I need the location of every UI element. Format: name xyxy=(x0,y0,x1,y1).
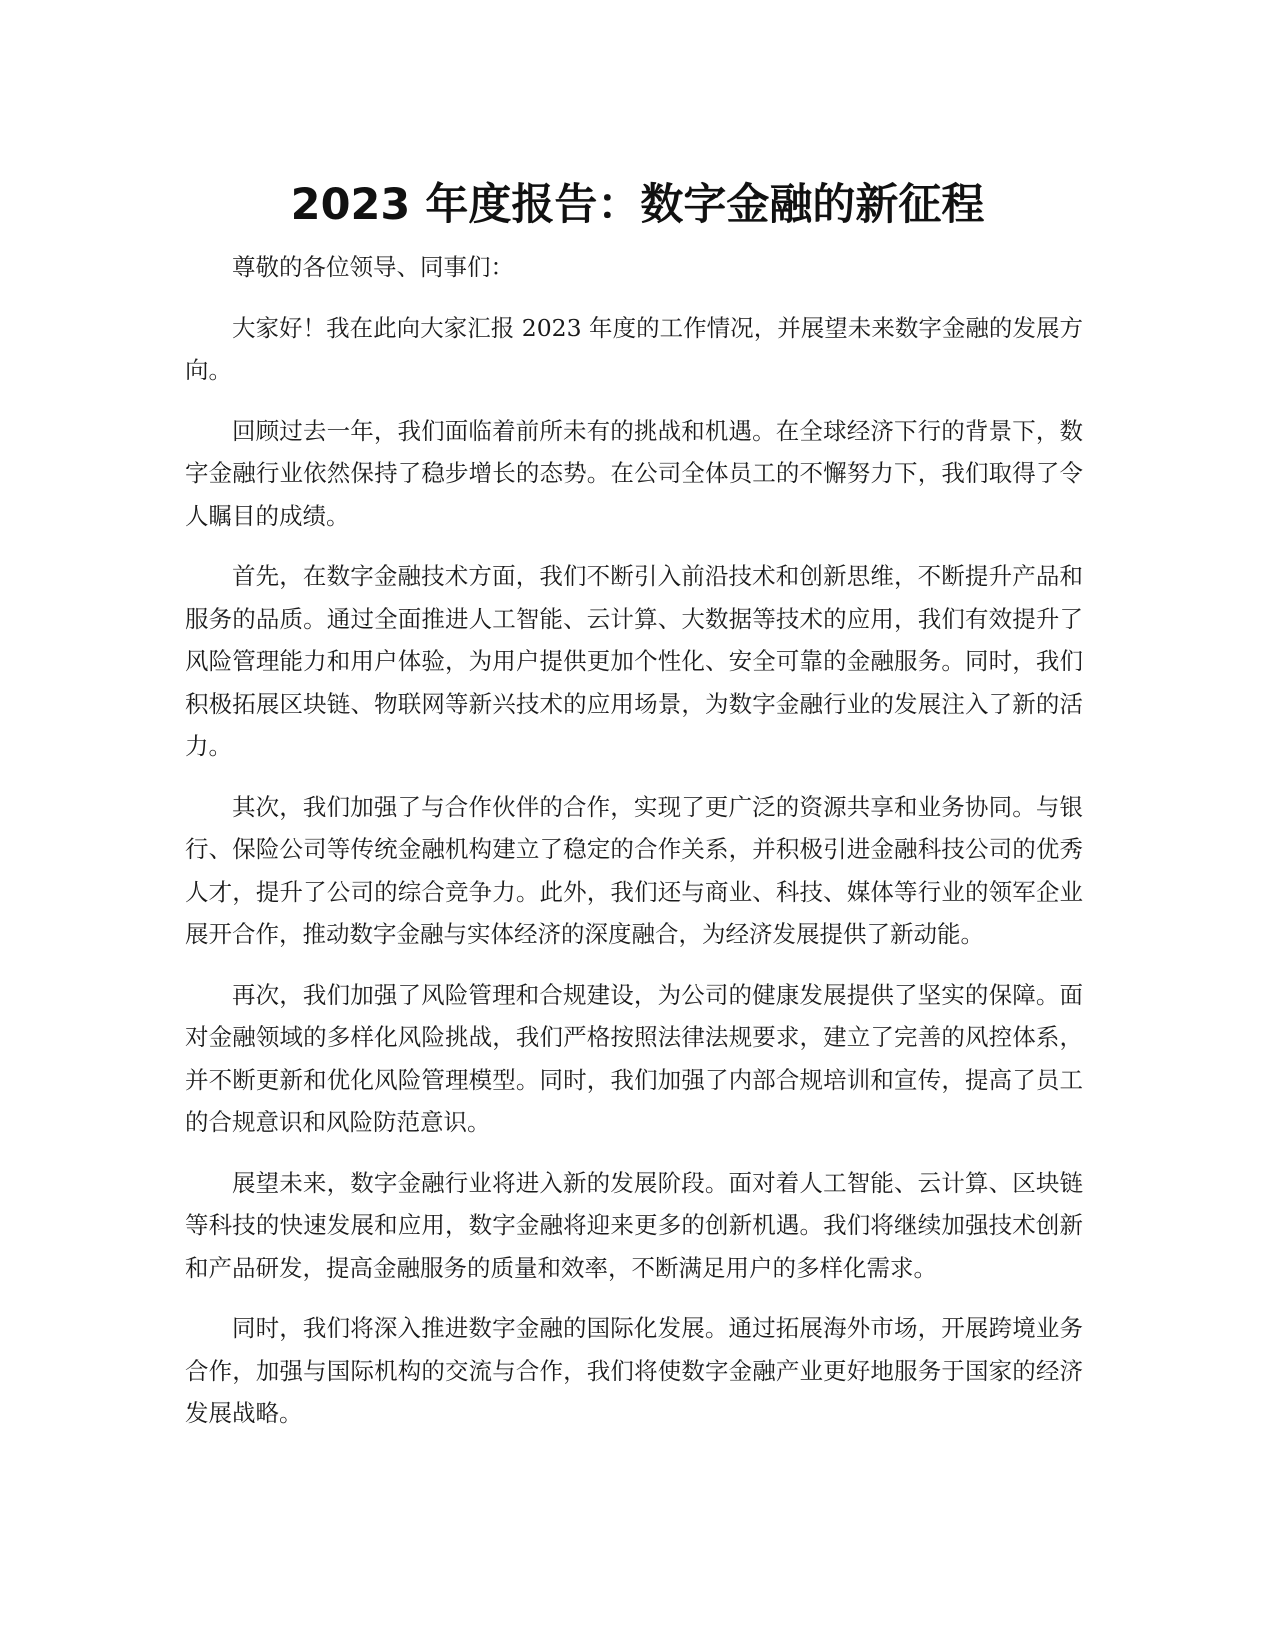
partnership-paragraph: 其次，我们加强了与合作伙伴的合作，实现了更广泛的资源共享和业务协同。与银行、保险公司等传统金融机构建立了稳定的合作关系，并积极引进金融科技公司的优秀人才，提升了公司的综合竞争力。此外，我们还与商业、科技、媒体等行业的领军企业展开合作，推动数字金融与实体经济的深度融合，为经济发展提供了新动能。 xyxy=(185,792,1083,948)
salutation-paragraph: 尊敬的各位领导、同事们： xyxy=(232,253,514,281)
greeting-paragraph: 大家好！我在此向大家汇报 2023 年度的工作情况，并展望未来数字金融的发展方向。 xyxy=(185,313,1083,384)
review-paragraph: 回顾过去一年，我们面临着前所未有的挑战和机遇。在全球经济下行的背景下，数字金融行业依然保持了稳步增长的态势。在公司全体员工的不懈努力下，我们取得了令人瞩目的成绩。 xyxy=(185,416,1083,530)
internationalization-paragraph: 同时，我们将深入推进数字金融的国际化发展。通过拓展海外市场，开展跨境业务合作，加强与国际机构的交流与合作，我们将使数字金融产业更好地服务于国家的经济发展战略。 xyxy=(185,1314,1083,1427)
page-title: 2023 年度报告：数字金融的新征程 xyxy=(290,179,985,230)
outlook-paragraph: 展望未来，数字金融行业将进入新的发展阶段。面对着人工智能、云计算、区块链等科技的快速发展和应用，数字金融将迎来更多的创新机遇。我们将继续加强技术创新和产品研发，提高金融服务的质量和效率，不断满足用户的多样化需求。 xyxy=(185,1168,1083,1282)
document-body xyxy=(185,246,1083,1453)
risk-management-paragraph: 再次，我们加强了风险管理和合规建设，为公司的健康发展提供了坚实的保障。面对金融领域的多样化风险挑战，我们严格按照法律法规要求，建立了完善的风控体系，并不断更新和优化风险管理模型。同时，我们加强了内部合规培训和宣传，提高了员工的合规意识和风险防范意识。 xyxy=(185,980,1083,1136)
technology-paragraph: 首先，在数字金融技术方面，我们不断引入前沿技术和创新思维，不断提升产品和服务的品质。通过全面推进人工智能、云计算、大数据等技术的应用，我们有效提升了风险管理能力和用户体验，为用户提供更加个性化、安全可靠的金融服务。同时，我们积极拓展区块链、物联网等新兴技术的应用场景，为数字金融行业的发展注入了新的活力。 xyxy=(185,562,1083,760)
